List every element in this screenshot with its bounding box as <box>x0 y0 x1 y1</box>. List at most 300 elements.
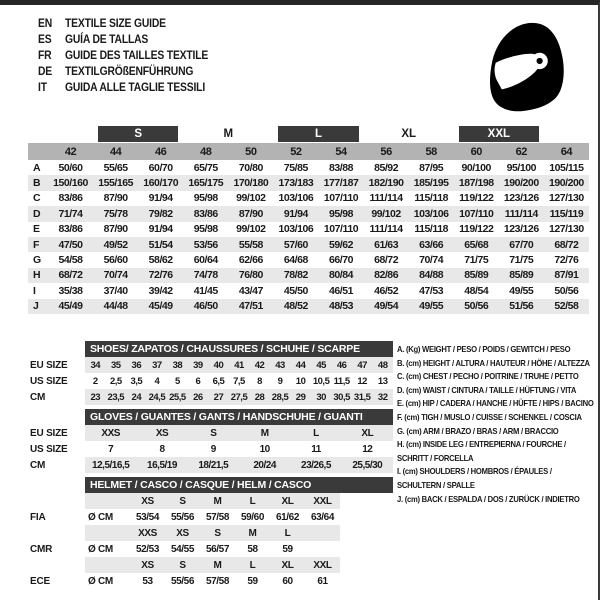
row-label: J <box>33 300 39 313</box>
language-code: IT <box>38 82 47 94</box>
helmet-size-header <box>305 525 340 541</box>
helmet-value-row <box>28 573 393 589</box>
column-header: 62 <box>515 145 527 158</box>
measure-value: 53/56 <box>193 238 218 251</box>
size-row <box>28 373 393 389</box>
measure-value: 105/115 <box>549 161 584 174</box>
measure-value: 75/85 <box>283 161 308 174</box>
measure-value: 111/114 <box>369 223 403 236</box>
size-value: 28 <box>254 391 265 403</box>
size-value: 10 <box>295 375 306 387</box>
size-value: 27 <box>213 391 224 403</box>
size-value: 2 <box>92 375 98 387</box>
measure-value: 71/75 <box>464 254 489 267</box>
measure-value: 91/94 <box>148 223 173 236</box>
size-columns-row <box>28 143 589 160</box>
measure-row <box>28 283 589 298</box>
measure-value: 80/84 <box>328 269 354 282</box>
measure-value: 57/60 <box>283 238 308 251</box>
size-value: 37 <box>152 359 162 371</box>
legend-item: C. (cm) CHEST / PECHO / POITRINE / TRUHE / PETTO <box>397 371 579 382</box>
size-value: 11 <box>311 443 321 455</box>
measure-row <box>28 268 589 283</box>
column-header: 46 <box>155 145 167 158</box>
helmet-size-value: 53/54 <box>135 511 160 523</box>
column-header: 54 <box>335 145 347 158</box>
row-values <box>85 425 393 441</box>
helmet-size-value: 58 <box>247 543 258 555</box>
measure-value: 48/52 <box>283 300 308 313</box>
size-value: 11,5 <box>333 375 350 387</box>
measure-value: 62/66 <box>238 254 263 267</box>
helmet-size-header: XS <box>141 559 154 571</box>
measure-value: 187/198 <box>458 177 494 190</box>
measure-value: 75/78 <box>103 207 128 220</box>
unit-label: Ø CM <box>88 575 113 587</box>
measure-value: 85/89 <box>509 269 534 282</box>
measure-value: 185/195 <box>413 177 449 190</box>
measure-value: 49/54 <box>374 300 399 313</box>
measure-value: 66/70 <box>328 254 354 267</box>
size-value: 23/26,5 <box>301 459 331 471</box>
guide-title: TEXTILGRÖßENFÜHRUNG <box>65 66 194 78</box>
size-row <box>28 425 393 441</box>
measure-row <box>28 160 589 175</box>
size-value: 42 <box>254 359 265 371</box>
measure-value: 107/110 <box>459 207 494 220</box>
measure-value: 60/64 <box>193 254 218 267</box>
measure-value: 85/89 <box>464 269 489 282</box>
measure-value: 103/106 <box>278 223 314 236</box>
helmet-value-row <box>28 541 393 557</box>
row-label: US SIZE <box>30 375 68 387</box>
row-label-spacer <box>28 525 85 541</box>
row-label: H <box>33 269 41 282</box>
row-values <box>85 457 393 473</box>
language-title-block <box>38 16 272 96</box>
size-value: 6,5 <box>212 375 225 387</box>
size-group-l <box>273 125 363 143</box>
size-value: 29 <box>295 391 306 403</box>
measure-value: 87/90 <box>238 207 263 220</box>
size-value: M <box>260 427 269 439</box>
language-row <box>38 80 272 96</box>
size-group-s <box>93 125 183 143</box>
measure-value: 173/183 <box>278 177 314 190</box>
unit-spacer <box>85 493 130 509</box>
helmet-value-row <box>28 509 393 525</box>
measure-value: 72/76 <box>148 269 173 282</box>
measure-value: 160/170 <box>143 177 179 190</box>
measure-value: 63/66 <box>419 238 444 251</box>
measure-value: 177/187 <box>323 177 359 190</box>
size-value: 28,5 <box>271 391 289 403</box>
measure-value: 72/76 <box>554 254 579 267</box>
guide-title: GUIDA ALLE TAGLIE TESSILI <box>65 82 206 94</box>
size-value: L <box>313 427 319 439</box>
column-header: 58 <box>425 145 437 158</box>
measure-value: 107/110 <box>323 192 359 205</box>
row-values <box>85 389 393 405</box>
measure-value: 83/86 <box>58 223 83 236</box>
measure-value: 46/50 <box>193 300 218 313</box>
helmet-size-header: S <box>179 495 186 507</box>
measure-value: 103/106 <box>413 207 449 220</box>
helmet-size-header: XXL <box>313 559 332 571</box>
measure-value: 45/49 <box>148 300 173 313</box>
measure-value: 91/94 <box>148 192 173 205</box>
measure-value: 47/53 <box>419 284 444 297</box>
measure-row <box>28 175 589 190</box>
language-row <box>38 16 272 32</box>
measure-value: 85/92 <box>374 161 399 174</box>
measure-value: 87/90 <box>103 223 128 236</box>
size-value: 12 <box>357 375 367 387</box>
unit-spacer <box>85 557 130 573</box>
size-value: 43 <box>275 359 285 371</box>
helmet-size-header: M <box>248 527 257 539</box>
size-group-spacer <box>544 125 589 143</box>
measure-value: 150/160 <box>53 177 88 190</box>
row-values <box>85 357 393 373</box>
row-values <box>85 509 340 525</box>
unit-label: Ø CM <box>88 511 113 523</box>
measure-value: 71/74 <box>58 207 83 220</box>
size-value: XS <box>155 427 169 439</box>
measure-value: 49/52 <box>103 238 128 251</box>
main-size-table <box>28 125 589 314</box>
measure-value: 65/68 <box>464 238 489 251</box>
measure-value: 61/63 <box>374 238 399 251</box>
legend-item: I. (cm) SHOULDERS / HOMBROS / ÉPAULES / SCHULTERN / SPALLE <box>397 466 552 490</box>
language-code: DE <box>38 66 53 78</box>
measure-value: 119/122 <box>459 192 494 205</box>
size-value: 10,5 <box>312 375 330 387</box>
measure-value: 35/38 <box>58 284 83 297</box>
size-value: 45 <box>316 359 326 371</box>
size-value: 44 <box>295 359 306 371</box>
measure-value: 182/190 <box>368 177 404 190</box>
size-value: 13 <box>377 375 388 387</box>
column-header: 56 <box>380 145 392 158</box>
size-value: 18/21,5 <box>198 459 229 471</box>
measure-row <box>28 252 589 267</box>
size-value: 3,5 <box>130 375 143 387</box>
measure-value: 50/56 <box>554 284 579 297</box>
language-row <box>38 48 272 64</box>
legend-item: E. (cm) HIP / CADERA / HANCHE / HÜFTE / HIPS / BACINO <box>397 398 594 409</box>
row-label: CM <box>30 391 46 403</box>
measure-value: 45/50 <box>283 284 308 297</box>
measure-value: 95/98 <box>193 192 218 205</box>
measure-value: 155/165 <box>98 177 134 190</box>
size-row <box>28 389 393 405</box>
column-header: 64 <box>560 145 573 158</box>
row-label-spacer <box>28 493 85 509</box>
measure-value: 95/98 <box>328 207 354 220</box>
size-value: 31,5 <box>353 391 371 403</box>
size-group-m: M <box>223 128 234 140</box>
measure-row <box>28 237 589 252</box>
measure-value: 54/58 <box>58 254 83 267</box>
row-label-spacer <box>28 143 48 160</box>
row-values <box>85 441 393 457</box>
measure-value: 65/75 <box>193 161 218 174</box>
measure-value: 95/98 <box>193 223 218 236</box>
legend-item: A. (Kg) WEIGHT / PESO / POIDS / GEWITCH / PESO <box>397 344 571 354</box>
helmet-size-value: 59 <box>282 543 293 555</box>
measure-value: 87/90 <box>103 192 128 205</box>
table-title: GLOVES / GUANTES / GANTS / HANDSCHUHE / GUANTI <box>85 409 393 425</box>
measure-row <box>28 222 589 237</box>
helmet-size-value: 57/58 <box>205 575 230 587</box>
measure-value: 76/80 <box>238 269 263 282</box>
measure-value: 70/74 <box>103 269 128 282</box>
size-value: 7,5 <box>233 375 245 387</box>
size-value: 9 <box>210 443 216 455</box>
measure-value: 46/52 <box>374 284 399 297</box>
size-value: 35 <box>111 359 121 371</box>
measure-value: 99/102 <box>371 207 401 220</box>
helmet-icon <box>482 20 568 114</box>
helmet-size-value: 55/56 <box>170 511 195 523</box>
measure-value: 127/130 <box>548 192 584 205</box>
measure-value: 115/119 <box>549 207 584 220</box>
size-group-box: S <box>98 126 178 142</box>
measure-value: 37/40 <box>103 284 128 297</box>
measure-value: 87/95 <box>419 161 444 174</box>
table-title: HELMET / CASCO / CASQUE / HELM / CASCO <box>85 477 393 493</box>
measure-value: 107/110 <box>323 223 359 236</box>
helmet-size-value: 61/62 <box>275 511 300 523</box>
measure-value: 83/86 <box>193 207 218 220</box>
size-value: 12 <box>362 443 373 455</box>
measure-value: 111/114 <box>369 192 403 205</box>
size-value: 25,5 <box>169 391 186 403</box>
guide-title: GUIDE DES TAILLES TEXTILE <box>65 50 209 62</box>
sub-tables <box>28 341 393 593</box>
helmet-size-value: 59 <box>247 575 258 587</box>
size-value: 47 <box>357 359 367 371</box>
measure-value: 60/70 <box>148 161 173 174</box>
measure-value: 56/60 <box>103 254 128 267</box>
row-values <box>85 573 340 589</box>
measure-value: 115/118 <box>414 192 448 205</box>
size-value: 4 <box>154 375 160 387</box>
size-value: XXS <box>101 427 120 439</box>
helmet-size-value: 56/57 <box>205 543 230 555</box>
row-label: D <box>33 207 41 220</box>
row-label: US SIZE <box>30 443 68 455</box>
helmet-size-header: M <box>213 495 222 507</box>
guide-title: TEXTILE SIZE GUIDE <box>65 18 166 30</box>
measure-value: 87/91 <box>554 269 579 282</box>
unit-spacer <box>85 525 130 541</box>
language-row <box>38 64 272 80</box>
measure-value: 50/60 <box>58 161 83 174</box>
measure-value: 78/82 <box>283 269 308 282</box>
row-label: EU SIZE <box>30 427 68 439</box>
helmet-size-header: XS <box>176 527 189 539</box>
legend-item: D. (cm) WAIST / CINTURA / TAILLE / HÜFTUNG / VITA <box>397 384 577 395</box>
measure-value: 39/42 <box>148 284 173 297</box>
row-values <box>85 525 340 541</box>
helmet-size-value: 55/56 <box>170 575 195 587</box>
size-value: 36 <box>131 359 142 371</box>
measure-value: 95/100 <box>506 161 537 174</box>
measure-value: 119/122 <box>459 223 494 236</box>
measure-value: 71/75 <box>509 254 534 267</box>
measure-value: 44/48 <box>103 300 128 313</box>
measure-value: 68/72 <box>374 254 399 267</box>
measure-value: 115/118 <box>414 223 448 236</box>
standard-label: FIA <box>30 511 46 523</box>
measure-value: 103/106 <box>278 192 314 205</box>
row-label: CM <box>30 459 46 471</box>
measure-value: 49/55 <box>419 300 444 313</box>
size-row <box>28 441 393 457</box>
legend-item: J. (cm) BACK / ESPALDA / DOS / ZURÜCK / INDIETRO <box>397 493 580 504</box>
measure-value: 46/51 <box>328 284 354 297</box>
measurement-legend <box>397 343 595 506</box>
helmet-size-header: XXL <box>313 495 332 507</box>
measure-value: 74/78 <box>193 269 218 282</box>
measure-value: 41/45 <box>193 284 218 297</box>
size-group-row <box>28 125 589 143</box>
size-value: 32 <box>377 391 388 403</box>
legend-item: H. (cm) INSIDE LEG / ENTREPIERNA / FOURCHE / SCHRITT / FORCELLA <box>397 439 566 463</box>
measure-value: 51/54 <box>148 238 173 251</box>
size-value: 25,5/30 <box>352 459 383 471</box>
measure-value: 59/62 <box>328 238 354 251</box>
measure-value: 55/58 <box>238 238 263 251</box>
size-value: 26 <box>193 391 203 403</box>
column-header: 50 <box>245 145 257 158</box>
measure-value: 99/102 <box>236 223 266 236</box>
measure-value: 84/88 <box>419 269 444 282</box>
unit-label: Ø CM <box>88 543 113 555</box>
helmet-size-value: 57/58 <box>205 511 230 523</box>
measure-row <box>28 191 589 206</box>
size-row <box>28 457 393 473</box>
helmet-size-header-row <box>28 557 393 573</box>
size-value: 2,5 <box>109 375 122 387</box>
measure-value: 79/82 <box>148 207 173 220</box>
measure-value: 48/54 <box>464 284 489 297</box>
row-label: F <box>33 238 40 251</box>
measure-value: 64/68 <box>283 254 308 267</box>
row-label: G <box>33 254 41 267</box>
measure-value: 55/65 <box>103 161 128 174</box>
measure-value: 45/49 <box>58 300 83 313</box>
measure-value: 51/56 <box>509 300 534 313</box>
helmet-size-value: 60 <box>282 575 293 587</box>
size-value: 5 <box>174 375 180 387</box>
helmet-size-header-row <box>28 493 393 509</box>
helmet-size-header: S <box>179 559 186 571</box>
measure-value: 82/86 <box>374 269 399 282</box>
row-label: C <box>33 192 41 205</box>
size-value: 23,5 <box>107 391 125 403</box>
helmet-size-header: XXS <box>138 527 157 539</box>
size-value: 8 <box>257 375 262 387</box>
size-group-spacer <box>48 125 93 143</box>
helmet-size-header: L <box>249 559 256 571</box>
row-values <box>85 557 340 573</box>
language-row <box>38 32 272 48</box>
helmet-size-value <box>305 541 340 557</box>
helmet-size-header: XL <box>281 559 294 571</box>
measure-value: 91/94 <box>283 207 308 220</box>
size-value: 34 <box>90 359 101 371</box>
size-value: 46 <box>336 359 347 371</box>
row-label: EU SIZE <box>30 359 68 371</box>
measure-value: 123/126 <box>503 192 539 205</box>
column-header: 48 <box>200 145 212 158</box>
measure-value: 170/180 <box>233 177 269 190</box>
measure-value: 49/55 <box>509 284 534 297</box>
measure-value: 70/80 <box>238 161 263 174</box>
measure-value: 52/58 <box>554 300 579 313</box>
measure-value: 48/53 <box>328 300 354 313</box>
size-value: 10 <box>259 443 270 455</box>
measure-row <box>28 299 589 314</box>
helmet-size-header: L <box>249 495 256 507</box>
measure-value: 47/50 <box>58 238 83 251</box>
column-header: 44 <box>109 145 122 158</box>
measure-value: 83/88 <box>328 161 354 174</box>
size-group-box: XXL <box>459 126 539 142</box>
standard-label: ECE <box>30 575 50 587</box>
row-label: E <box>33 223 40 236</box>
legend-item: G. (cm) ARM / BRAZO / BRAS / ARM / BRACCIO <box>397 425 559 436</box>
size-value: 8 <box>159 443 165 455</box>
size-value: 16,5/19 <box>147 459 177 471</box>
shoes-table <box>28 341 393 405</box>
measure-value: 83/86 <box>58 192 83 205</box>
measure-value: 165/175 <box>188 177 224 190</box>
size-value: 30 <box>316 391 326 403</box>
row-values <box>85 541 340 557</box>
measure-value: 90/100 <box>461 161 491 174</box>
size-value: 7 <box>108 443 114 455</box>
guide-title: GUÍA DE TALLAS <box>65 34 149 46</box>
column-header: 42 <box>64 145 77 158</box>
table-title: SHOES/ ZAPATOS / CHAUSSURES / SCHUHE / SCARPE <box>85 341 393 357</box>
row-label-spacer <box>28 125 48 143</box>
helmet-size-header: XS <box>141 495 154 507</box>
size-value: XL <box>361 427 374 439</box>
row-values <box>85 493 340 509</box>
size-value: 48 <box>377 359 388 371</box>
helmet-size-value: 59/60 <box>240 511 265 523</box>
gloves-table <box>28 409 393 473</box>
measure-value: 43/47 <box>238 284 263 297</box>
language-code: FR <box>38 50 52 62</box>
size-value: S <box>210 427 217 439</box>
measure-value: 190/200 <box>548 177 584 190</box>
size-row <box>28 357 393 373</box>
size-value: 27,5 <box>230 391 248 403</box>
size-value: 39 <box>193 359 203 371</box>
measure-value: 123/126 <box>503 223 539 236</box>
size-group-xxl <box>454 125 544 143</box>
legend-item: B. (cm) HEIGHT / ALTURA / HAUTEUR / HÖHE / ALTEZZA <box>397 357 590 368</box>
helmet-size-value: 53 <box>142 575 153 587</box>
row-label: I <box>33 284 36 297</box>
legend-item: F. (cm) TIGH / MUSLO / CUISSE / SCHENKEL / COSCIA <box>397 411 582 422</box>
helmet-size-value: 54/55 <box>170 543 195 555</box>
